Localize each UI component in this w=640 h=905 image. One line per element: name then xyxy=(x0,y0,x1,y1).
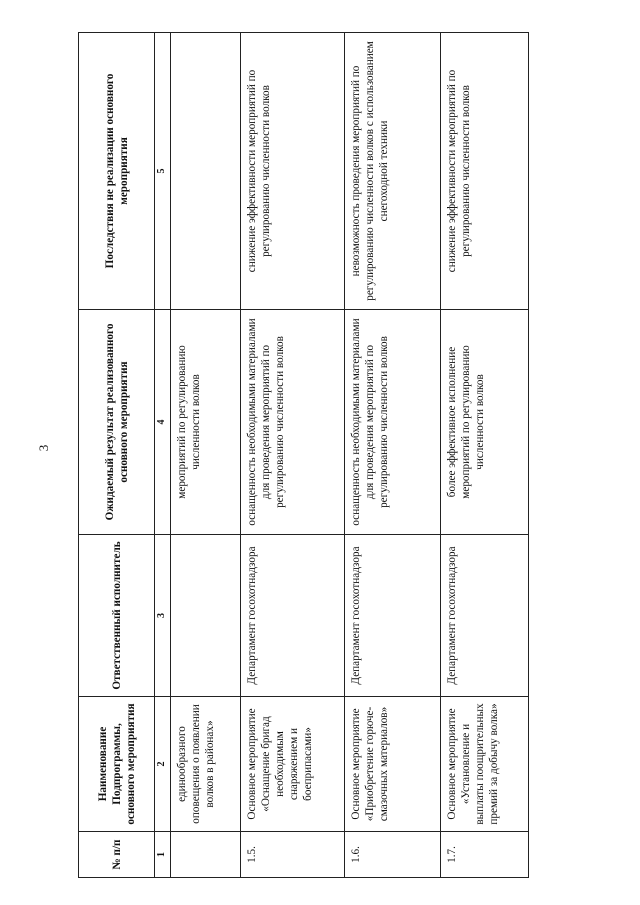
column-number: 1 xyxy=(155,832,171,878)
row-name: Основное мероприятие «Установление и выплаты поощрительных премий за добычу волка» xyxy=(441,697,529,832)
column-number: 3 xyxy=(155,535,171,697)
rotated-table-wrapper xyxy=(78,33,528,878)
column-number-row xyxy=(155,33,171,878)
column-number: 5 xyxy=(155,33,171,310)
row-executor: Департамент госохотнадзора xyxy=(241,535,345,697)
row-consequence xyxy=(171,33,241,310)
column-number: 4 xyxy=(155,310,171,535)
row-name: единообразного оповещения о появлении волков в районах» xyxy=(171,697,241,832)
row-executor xyxy=(171,535,241,697)
header-consequence: Последствия не реализации основного мероприятия xyxy=(79,33,155,310)
column-number: 2 xyxy=(155,697,171,832)
row-executor: Департамент госохотнадзора xyxy=(441,535,529,697)
row-name: Основное мероприятие «Приобретение горюче-смазочных материалов» xyxy=(345,697,441,832)
table-row xyxy=(345,33,441,878)
table-header-row xyxy=(79,33,155,878)
row-name: Основное мероприятие «Оснащение бригад необходимым снаряжением и боеприпасами» xyxy=(241,697,345,832)
row-consequence: снижение эффективности мероприятий по регулированию численности волков xyxy=(441,33,529,310)
row-num: 1.5. xyxy=(241,832,345,878)
page-number: 3 xyxy=(36,444,51,452)
header-name: Наименование Подпрограммы, основного мероприятия xyxy=(79,697,155,832)
table-row xyxy=(241,33,345,878)
table-row xyxy=(171,33,241,878)
row-num xyxy=(171,832,241,878)
row-result: оснащенность необходимыми материалами для проведения мероприятий по регулированию численности волков xyxy=(241,310,345,535)
row-result: оснащенность необходимыми материалами для проведения мероприятий по регулированию численности волков xyxy=(345,310,441,535)
header-num: № п/п xyxy=(79,832,155,878)
table-row xyxy=(441,33,529,878)
header-result: Ожидаемый результат реализованного основного мероприятия xyxy=(79,310,155,535)
header-executor: Ответственный исполнитель xyxy=(79,535,155,697)
row-executor: Департамент госохотнадзора xyxy=(345,535,441,697)
row-consequence: невозможность проведения мероприятий по регулированию численности волков с использованием снегоходной техники xyxy=(345,33,441,310)
row-num: 1.7. xyxy=(441,832,529,878)
row-result: более эффективное исполнение мероприятий по регулированию численности волков xyxy=(441,310,529,535)
row-consequence: снижение эффективности мероприятий по регулированию численности волков xyxy=(241,33,345,310)
row-num: 1.6. xyxy=(345,832,441,878)
row-result: мероприятий по регулированию численности волков xyxy=(171,310,241,535)
measures-table xyxy=(78,32,529,878)
